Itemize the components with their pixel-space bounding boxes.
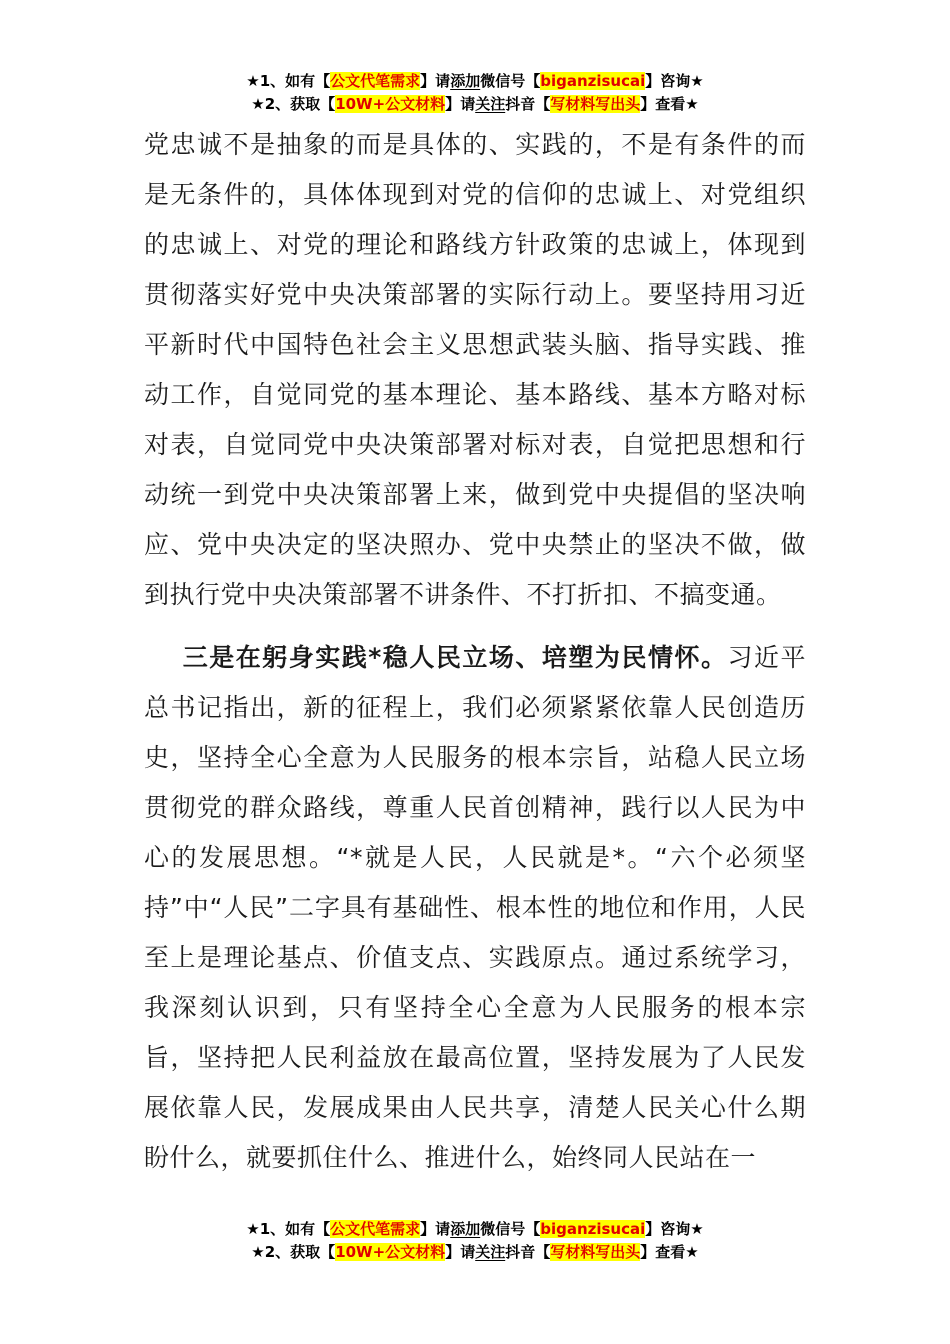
banner-highlight: biganzisucai — [540, 1220, 646, 1238]
banner-text: 抖音【 — [505, 1243, 551, 1261]
banner-emphasis: 关注 — [475, 1243, 506, 1261]
banner-text: ★1、如有【 — [246, 72, 331, 90]
header-banner — [0, 70, 950, 116]
banner-highlight: 公文代笔需求 — [330, 1220, 421, 1238]
banner-highlight: 公文代笔需求 — [330, 72, 421, 90]
banner-highlight: 写材料写出头 — [550, 1243, 641, 1261]
banner-line-2 — [0, 1241, 950, 1264]
banner-highlight: 写材料写出头 — [550, 95, 641, 113]
banner-line-1 — [0, 1218, 950, 1241]
banner-text: 微信号【 — [480, 72, 541, 90]
banner-line-1 — [0, 70, 950, 93]
banner-text: ★2、获取【 — [251, 1243, 336, 1261]
banner-text: 】请 — [445, 1243, 476, 1261]
banner-text: 微信号【 — [480, 1220, 541, 1238]
banner-highlight: biganzisucai — [540, 72, 646, 90]
banner-text: ★1、如有【 — [246, 1220, 331, 1238]
banner-text: 】请 — [420, 72, 451, 90]
banner-text: 】咨询★ — [645, 1220, 704, 1238]
paragraph-heading: 三是在躬身实践*稳人民立场、培塑为民情怀。 — [182, 643, 728, 672]
banner-line-2 — [0, 93, 950, 116]
banner-text: 】请 — [420, 1220, 451, 1238]
banner-text: 】查看★ — [640, 1243, 699, 1261]
banner-highlight: 10W+公文材料 — [335, 95, 446, 113]
banner-emphasis: 添加 — [450, 1220, 481, 1238]
banner-text: 】查看★ — [640, 95, 699, 113]
banner-text: 】咨询★ — [645, 72, 704, 90]
banner-emphasis: 添加 — [450, 72, 481, 90]
banner-highlight: 10W+公文材料 — [335, 1243, 446, 1261]
banner-text: ★2、获取【 — [251, 95, 336, 113]
paragraph-body: 习近平总书记指出，新的征程上，我们必须紧紧依靠人民创造历史，坚持全心全意为人民服务的根本宗旨，站稳人民立场贯彻党的群众路线，尊重人民首创精神，践行以人民为中心的发展思想。“*就是人民，人民就是*。“六个必须坚持”中“人民”二字具有基础性、根本性的地位和作用，人民至上是理论基点、价值支点、实践原点。通过系统学习，我深刻认识到，只有坚持全心全意为人民服务的根本宗旨，坚持把人民利益放在最高位置，坚持发展为了人民发展依靠人民，发展成果由人民共享，清楚人民关心什么期盼什么，就要抓住什么、推进什么，始终同人民站在一 — [144, 643, 806, 1172]
banner-text: 】请 — [445, 95, 476, 113]
banner-text: 抖音【 — [505, 95, 551, 113]
paragraph — [144, 633, 806, 1183]
paragraph: 党忠诚不是抽象的而是具体的、实践的，不是有条件的而是无条件的，具体体现到对党的信仰的忠诚上、对党组织的忠诚上、对党的理论和路线方针政策的忠诚上，体现到贯彻落实好党中央决策部署的实际行动上。要坚持用习近平新时代中国特色社会主义思想武装头脑、指导实践、推动工作，自觉同党的基本理论、基本路线、基本方略对标对表，自觉同党中央决策部署对标对表，自觉把思想和行动统一到党中央决策部署上来，做到党中央提倡的坚决响应、党中央决定的坚决照办、党中央禁止的坚决不做，做到执行党中央决策部署不讲条件、不打折扣、不搞变通。 — [144, 130, 806, 609]
banner-emphasis: 关注 — [475, 95, 506, 113]
document-body — [144, 120, 806, 1183]
footer-banner — [0, 1218, 950, 1264]
